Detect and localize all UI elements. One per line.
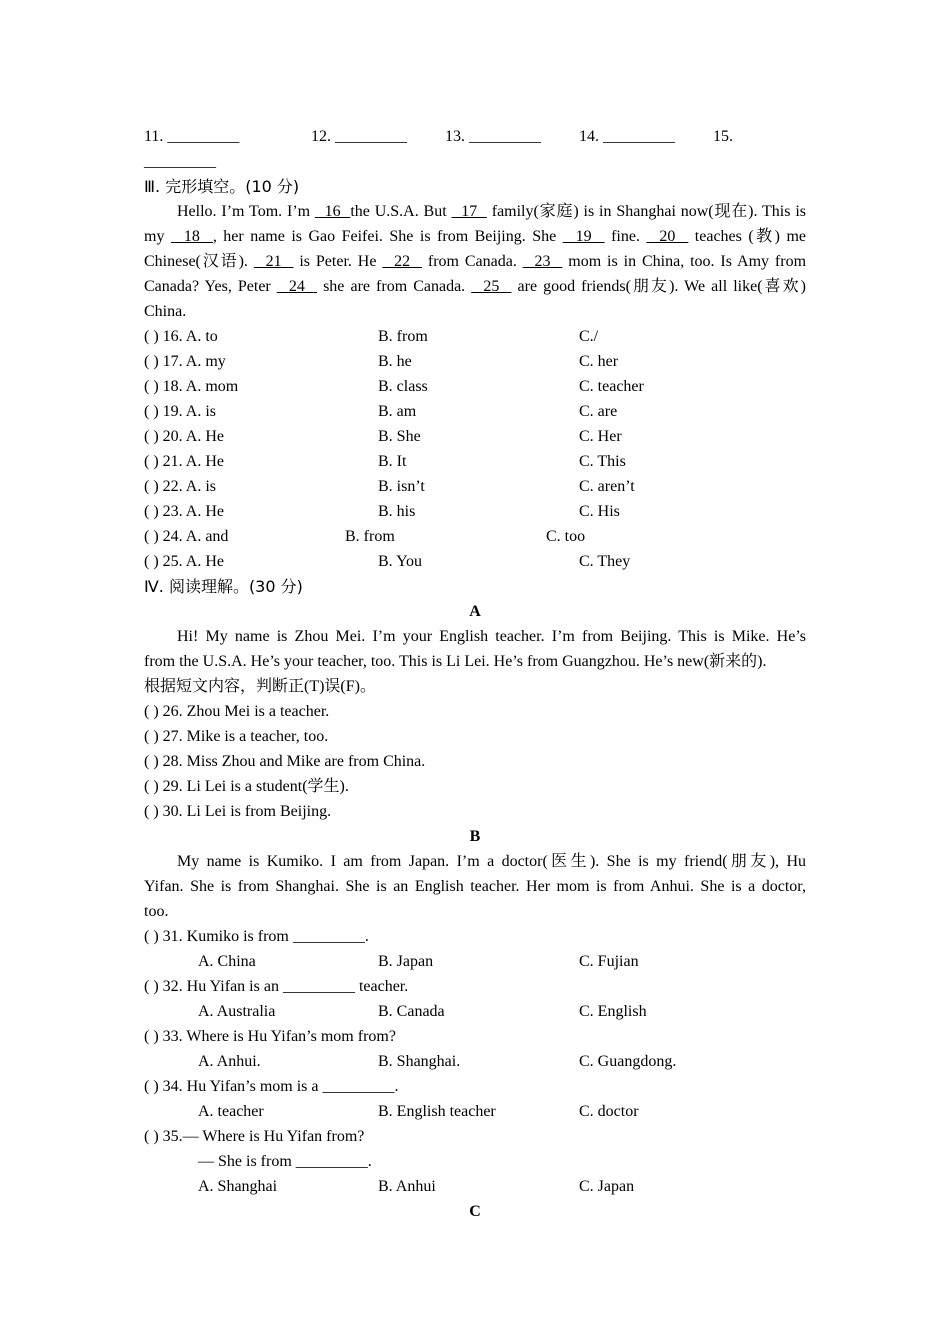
question-22[interactable]: ( ) 22. A. is B. isn’t C. aren’t	[144, 478, 635, 495]
part-a-heading: A	[469, 603, 481, 620]
question-25[interactable]: ( ) 25. A. He B. You C. They	[144, 553, 631, 570]
question-33-stem[interactable]: ( ) 33. Where is Hu Yifan’s mom from?	[144, 1028, 396, 1045]
question-34-options: A. teacher B. English teacher C. doctor	[198, 1103, 639, 1120]
cloze-blank-21[interactable]: 21	[253, 253, 294, 270]
cloze-blank-16[interactable]: 16	[314, 203, 351, 220]
cloze-passage-line-4: Canada? Yes, Peter 24 she are from Canada. 25 are good friends(朋友). We all like(喜欢)	[144, 278, 807, 295]
blank-11[interactable]: 11. _________	[144, 128, 240, 145]
true-false-item-27[interactable]: ( ) 27. Mike is a teacher, too.	[144, 728, 329, 745]
part-a-passage-line-2: from the U.S.A. He’s your teacher, too. This is Li Lei. He’s from Guangzhou. He’s new(新来的).	[144, 653, 767, 670]
question-24[interactable]: ( ) 24. A. and B. from C. too	[144, 528, 586, 545]
question-31-stem[interactable]: ( ) 31. Kumiko is from _________.	[144, 928, 369, 945]
part-a-passage-line-1: Hi! My name is Zhou Mei. I’m your English teacher. I’m from Beijing. This is Mike. He’s	[177, 628, 806, 645]
worksheet-page	[144, 124, 806, 1224]
part-c-heading: C	[469, 1203, 481, 1220]
cloze-blank-17[interactable]: 17	[451, 203, 487, 220]
question-19[interactable]: ( ) 19. A. is B. am C. are	[144, 403, 618, 420]
cloze-blank-19[interactable]: 19	[562, 228, 605, 245]
part-b-passage-line-3: too.	[144, 903, 169, 920]
blank-15[interactable]: 15.	[713, 128, 733, 145]
cloze-passage-line-2: my 18 , her name is Gao Feifei. She is from Beijing. She 19 fine. 20 teaches (教) me	[144, 228, 806, 245]
part-b-heading: B	[469, 828, 481, 845]
question-34-stem[interactable]: ( ) 34. Hu Yifan’s mom is a _________.	[144, 1078, 399, 1095]
question-16[interactable]: ( ) 16. A. to B. from C./	[144, 328, 599, 345]
section-4-title: Ⅳ. 阅读理解。(30 分)	[144, 577, 303, 596]
question-35-stem[interactable]: ( ) 35.— Where is Hu Yifan from?	[144, 1128, 365, 1145]
part-b-passage-line-2: Yifan. She is from Shanghai. She is an English teacher. Her mom is from Anhui. She is a doctor,	[144, 878, 806, 895]
cloze-blank-24[interactable]: 24	[276, 278, 318, 295]
question-31-options: A. China B. Japan C. Fujian	[198, 953, 639, 970]
question-20[interactable]: ( ) 20. A. He B. She C. Her	[144, 428, 622, 445]
cloze-passage-line-5: China.	[144, 303, 187, 320]
blank-13[interactable]: 13. _________	[445, 128, 541, 145]
true-false-item-28[interactable]: ( ) 28. Miss Zhou and Mike are from China.	[144, 753, 426, 770]
blank-15-overflow[interactable]: _________	[144, 153, 216, 170]
section-3-title: Ⅲ. 完形填空。(10 分)	[144, 177, 300, 196]
answer-blanks-row	[144, 124, 806, 149]
question-35-options: A. Shanghai B. Anhui C. Japan	[198, 1178, 635, 1195]
question-32-stem[interactable]: ( ) 32. Hu Yifan is an _________ teacher.	[144, 978, 409, 995]
true-false-item-26[interactable]: ( ) 26. Zhou Mei is a teacher.	[144, 703, 330, 720]
question-18[interactable]: ( ) 18. A. mom B. class C. teacher	[144, 378, 644, 395]
question-23[interactable]: ( ) 23. A. He B. his C. His	[144, 503, 620, 520]
true-false-item-29[interactable]: ( ) 29. Li Lei is a student(学生).	[144, 778, 349, 795]
cloze-blank-20[interactable]: 20	[646, 228, 689, 245]
question-21[interactable]: ( ) 21. A. He B. It C. This	[144, 453, 626, 470]
question-17[interactable]: ( ) 17. A. my B. he C. her	[144, 353, 619, 370]
question-35-reply: — She is from _________.	[198, 1153, 372, 1170]
cloze-blank-25[interactable]: 25	[471, 278, 512, 295]
cloze-passage-line-3: Chinese(汉语). 21 is Peter. He 22 from Canada. 23 mom is in China, too. Is Amy from	[144, 253, 807, 270]
blank-14[interactable]: 14. _________	[579, 128, 675, 145]
part-a-instruction: 根据短文内容，判断正(T)误(F)。	[144, 678, 376, 695]
cloze-blank-22[interactable]: 22	[382, 253, 422, 270]
cloze-blank-23[interactable]: 23	[522, 253, 563, 270]
part-b-passage-line-1: My name is Kumiko. I am from Japan. I’m a doctor(医生). She is my friend(朋友), Hu	[177, 853, 806, 870]
question-33-options: A. Anhui. B. Shanghai. C. Guangdong.	[198, 1053, 677, 1070]
cloze-blank-18[interactable]: 18	[170, 228, 213, 245]
true-false-item-30[interactable]: ( ) 30. Li Lei is from Beijing.	[144, 803, 332, 820]
question-32-options: A. Australia B. Canada C. English	[198, 1003, 647, 1020]
blank-12[interactable]: 12. _________	[311, 128, 407, 145]
cloze-passage-line-1: Hello. I’m Tom. I’m 16 the U.S.A. But 17 family(家庭) is in Shanghai now(现在). This is	[177, 203, 806, 220]
